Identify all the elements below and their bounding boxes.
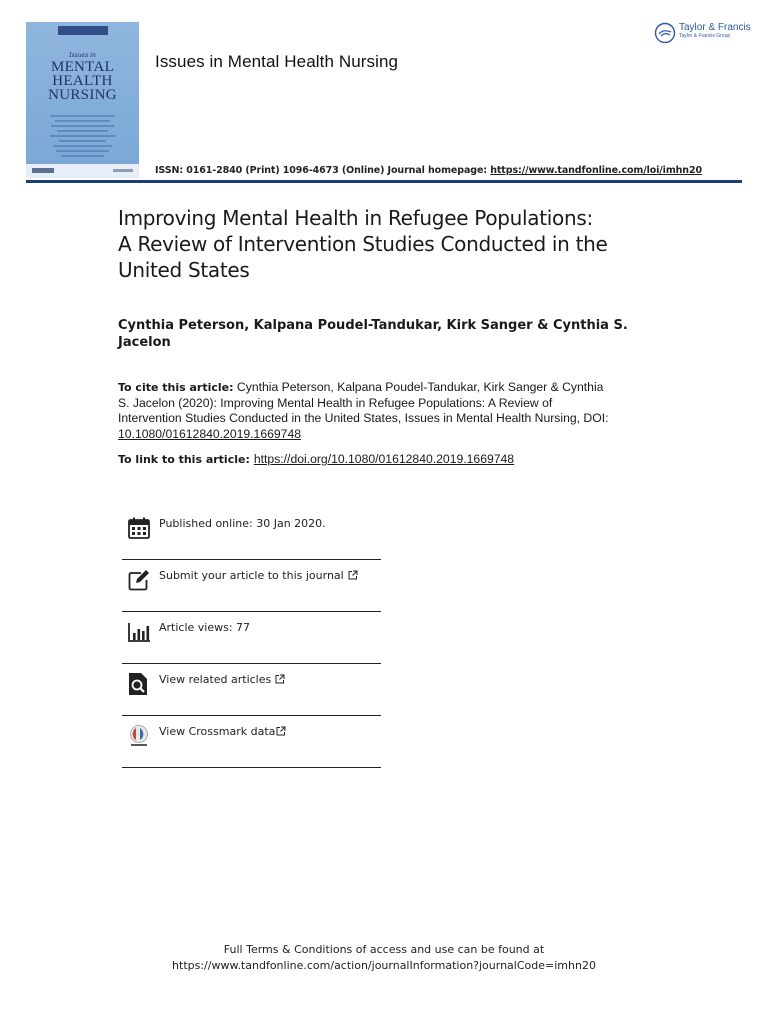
link-label: To link to this article: (118, 453, 250, 466)
citation-text: Cynthia Peterson, Kalpana Poudel-Tandukar, Kirk Sanger & Cynthia S. Jacelon (2020): Improving Mental Health in Refugee Populations: A Review of Intervention Studies Conducted in the United States, Issues in Mental Health Nursing, DOI: (118, 380, 609, 425)
cover-contents-lines (46, 112, 119, 160)
taylor-francis-icon (654, 22, 676, 44)
article-link-block (118, 451, 678, 468)
cover-title-line: HEALTH (52, 73, 113, 89)
publisher-name: Taylor & Francis (679, 22, 751, 33)
submit-article-label: Submit your article to this journal (159, 569, 344, 582)
article-title-line: United States (118, 258, 250, 282)
submit-article-item[interactable] (122, 560, 381, 612)
cover-volume-band (58, 26, 108, 35)
issn-text: ISSN: 0161-2840 (Print) 1096-4673 (Online) Journal homepage: (155, 165, 491, 176)
citation-label: To cite this article: (118, 381, 234, 394)
related-articles-link[interactable] (159, 673, 285, 686)
published-online-text: Published online: 30 Jan 2020. (159, 517, 326, 530)
header-rule (26, 180, 742, 183)
crossmark-item[interactable] (122, 716, 381, 768)
journal-cover (26, 22, 139, 178)
article-views-text: Article views: 77 (159, 621, 251, 634)
citation-block (118, 380, 618, 442)
publisher-group: Taylor & Francis Group (679, 33, 731, 39)
article-title-line: A Review of Intervention Studies Conducted in the (118, 232, 608, 256)
terms-text: Full Terms & Conditions of access and use can be found at (223, 943, 545, 956)
authors-line: Cynthia Peterson, Kalpana Poudel-Tandukar, Kirk Sanger & Cynthia S. (118, 318, 628, 333)
edit-icon (127, 568, 151, 592)
published-online-item (122, 508, 381, 560)
citation-doi-link[interactable]: 10.1080/01612840.2019.1669748 (118, 426, 301, 441)
cover-title-line: MENTAL (50, 59, 115, 75)
article-title (118, 205, 678, 283)
authors-line: Jacelon (118, 335, 171, 350)
crossmark-label: View Crossmark data (159, 725, 276, 738)
crossmark-link[interactable] (159, 725, 286, 738)
cover-issues-label: Issues in (69, 52, 96, 59)
crossmark-icon (127, 724, 151, 748)
related-articles-item[interactable] (122, 664, 381, 716)
article-authors (118, 317, 638, 351)
article-title-line: Improving Mental Health in Refugee Populations: (118, 206, 593, 230)
bar-chart-icon (127, 620, 151, 644)
related-articles-label: View related articles (159, 673, 272, 686)
external-link-icon (348, 570, 358, 580)
cover-title (26, 60, 139, 102)
search-document-icon (127, 672, 151, 696)
journal-name: Issues in Mental Health Nursing (155, 52, 399, 71)
external-link-icon (275, 674, 285, 684)
publisher-logo[interactable] (654, 22, 751, 44)
cover-title-line: NURSING (48, 87, 117, 103)
calendar-icon (127, 516, 151, 540)
article-doi-link[interactable]: https://doi.org/10.1080/01612840.2019.1669748 (253, 452, 515, 466)
article-info-list (122, 508, 381, 768)
external-link-icon (276, 726, 286, 736)
journal-homepage-link[interactable]: https://www.tandfonline.com/loi/imhn20 (490, 165, 702, 176)
submit-article-link[interactable] (159, 569, 358, 582)
cover-footer (26, 164, 139, 178)
article-views-item (122, 612, 381, 664)
terms-footer (0, 942, 768, 974)
issn-line (155, 165, 702, 176)
terms-url[interactable]: https://www.tandfonline.com/action/journalInformation?journalCode=imhn20 (172, 959, 596, 972)
